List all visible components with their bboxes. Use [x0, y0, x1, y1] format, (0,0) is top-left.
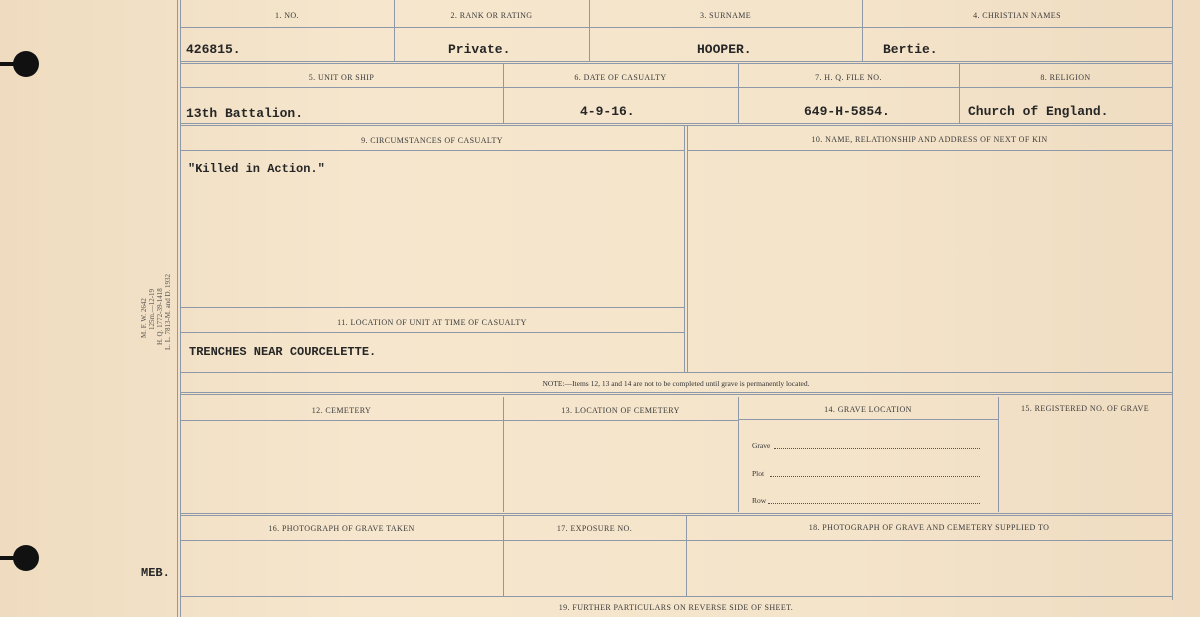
clerk-initials: MEB. [141, 566, 170, 580]
form-id: H. Q. 1772-39-1418 [156, 288, 164, 345]
label-photo-taken: 16. PHOTOGRAPH OF GRAVE TAKEN [268, 524, 415, 533]
circumstances-value: "Killed in Action." [188, 162, 325, 176]
form-id: L. L. 7813-M. and D. 1932 [164, 273, 172, 350]
label-grave-location: 14. GRAVE LOCATION [824, 405, 912, 414]
label-no: 1. NO. [275, 11, 299, 20]
label-location-cemetery: 13. LOCATION OF CEMETERY [561, 406, 680, 415]
label-photo-supplied: 18. PHOTOGRAPH OF GRAVE AND CEMETERY SUPPLIED TO [808, 523, 1050, 532]
form-id: M. F. W. 2642 [140, 298, 148, 338]
punch-hole [13, 545, 39, 571]
label-registered-no: 15. REGISTERED NO. OF GRAVE [1021, 404, 1149, 413]
label-next-of-kin: 10. NAME, RELATIONSHIP AND ADDRESS OF NEXT OF KIN [811, 135, 1048, 144]
location-unit-value: TRENCHES NEAR COURCELETTE. [189, 345, 377, 359]
christian-names-value: Bertie. [883, 42, 938, 57]
label-hq-file: 7. H. Q. FILE NO. [815, 73, 882, 82]
service-number: 426815. [186, 42, 241, 57]
form-id: 125m.—12-19 [148, 288, 156, 330]
further-particulars: 19. FURTHER PARTICULARS ON REVERSE SIDE OF SHEET. [558, 603, 794, 612]
note: NOTE:—Items 12, 13 and 14 are not to be completed until grave is permanently located. [542, 379, 810, 388]
label-religion: 8. RELIGION [1040, 73, 1091, 82]
label-location-unit: 11. LOCATION OF UNIT AT TIME OF CASUALTY [337, 318, 527, 327]
rank-value: Private. [448, 42, 511, 57]
date-value: 4-9-16. [580, 104, 635, 119]
label-cemetery: 12. CEMETERY [311, 406, 372, 415]
label-unit: 5. UNIT OR SHIP [308, 73, 375, 82]
label-date: 6. DATE OF CASUALTY [574, 73, 667, 82]
label-christian-names: 4. CHRISTIAN NAMES [973, 11, 1061, 20]
punch-hole [13, 51, 39, 77]
grave-label: Grave [752, 441, 771, 450]
label-surname: 3. SURNAME [699, 11, 752, 20]
plot-label: Plot [752, 469, 765, 478]
unit-value: 13th Battalion. [186, 106, 304, 121]
surname-value: HOOPER. [697, 42, 752, 57]
label-rank: 2. RANK OR RATING [450, 11, 533, 20]
religion-value: Church of England. [968, 104, 1109, 119]
label-exposure: 17. EXPOSURE NO. [556, 524, 633, 533]
label-circumstances: 9. CIRCUMSTANCES OF CASUALTY [361, 136, 503, 145]
hq-file-value: 649-H-5854. [804, 104, 890, 119]
row-label: Row [752, 496, 767, 505]
